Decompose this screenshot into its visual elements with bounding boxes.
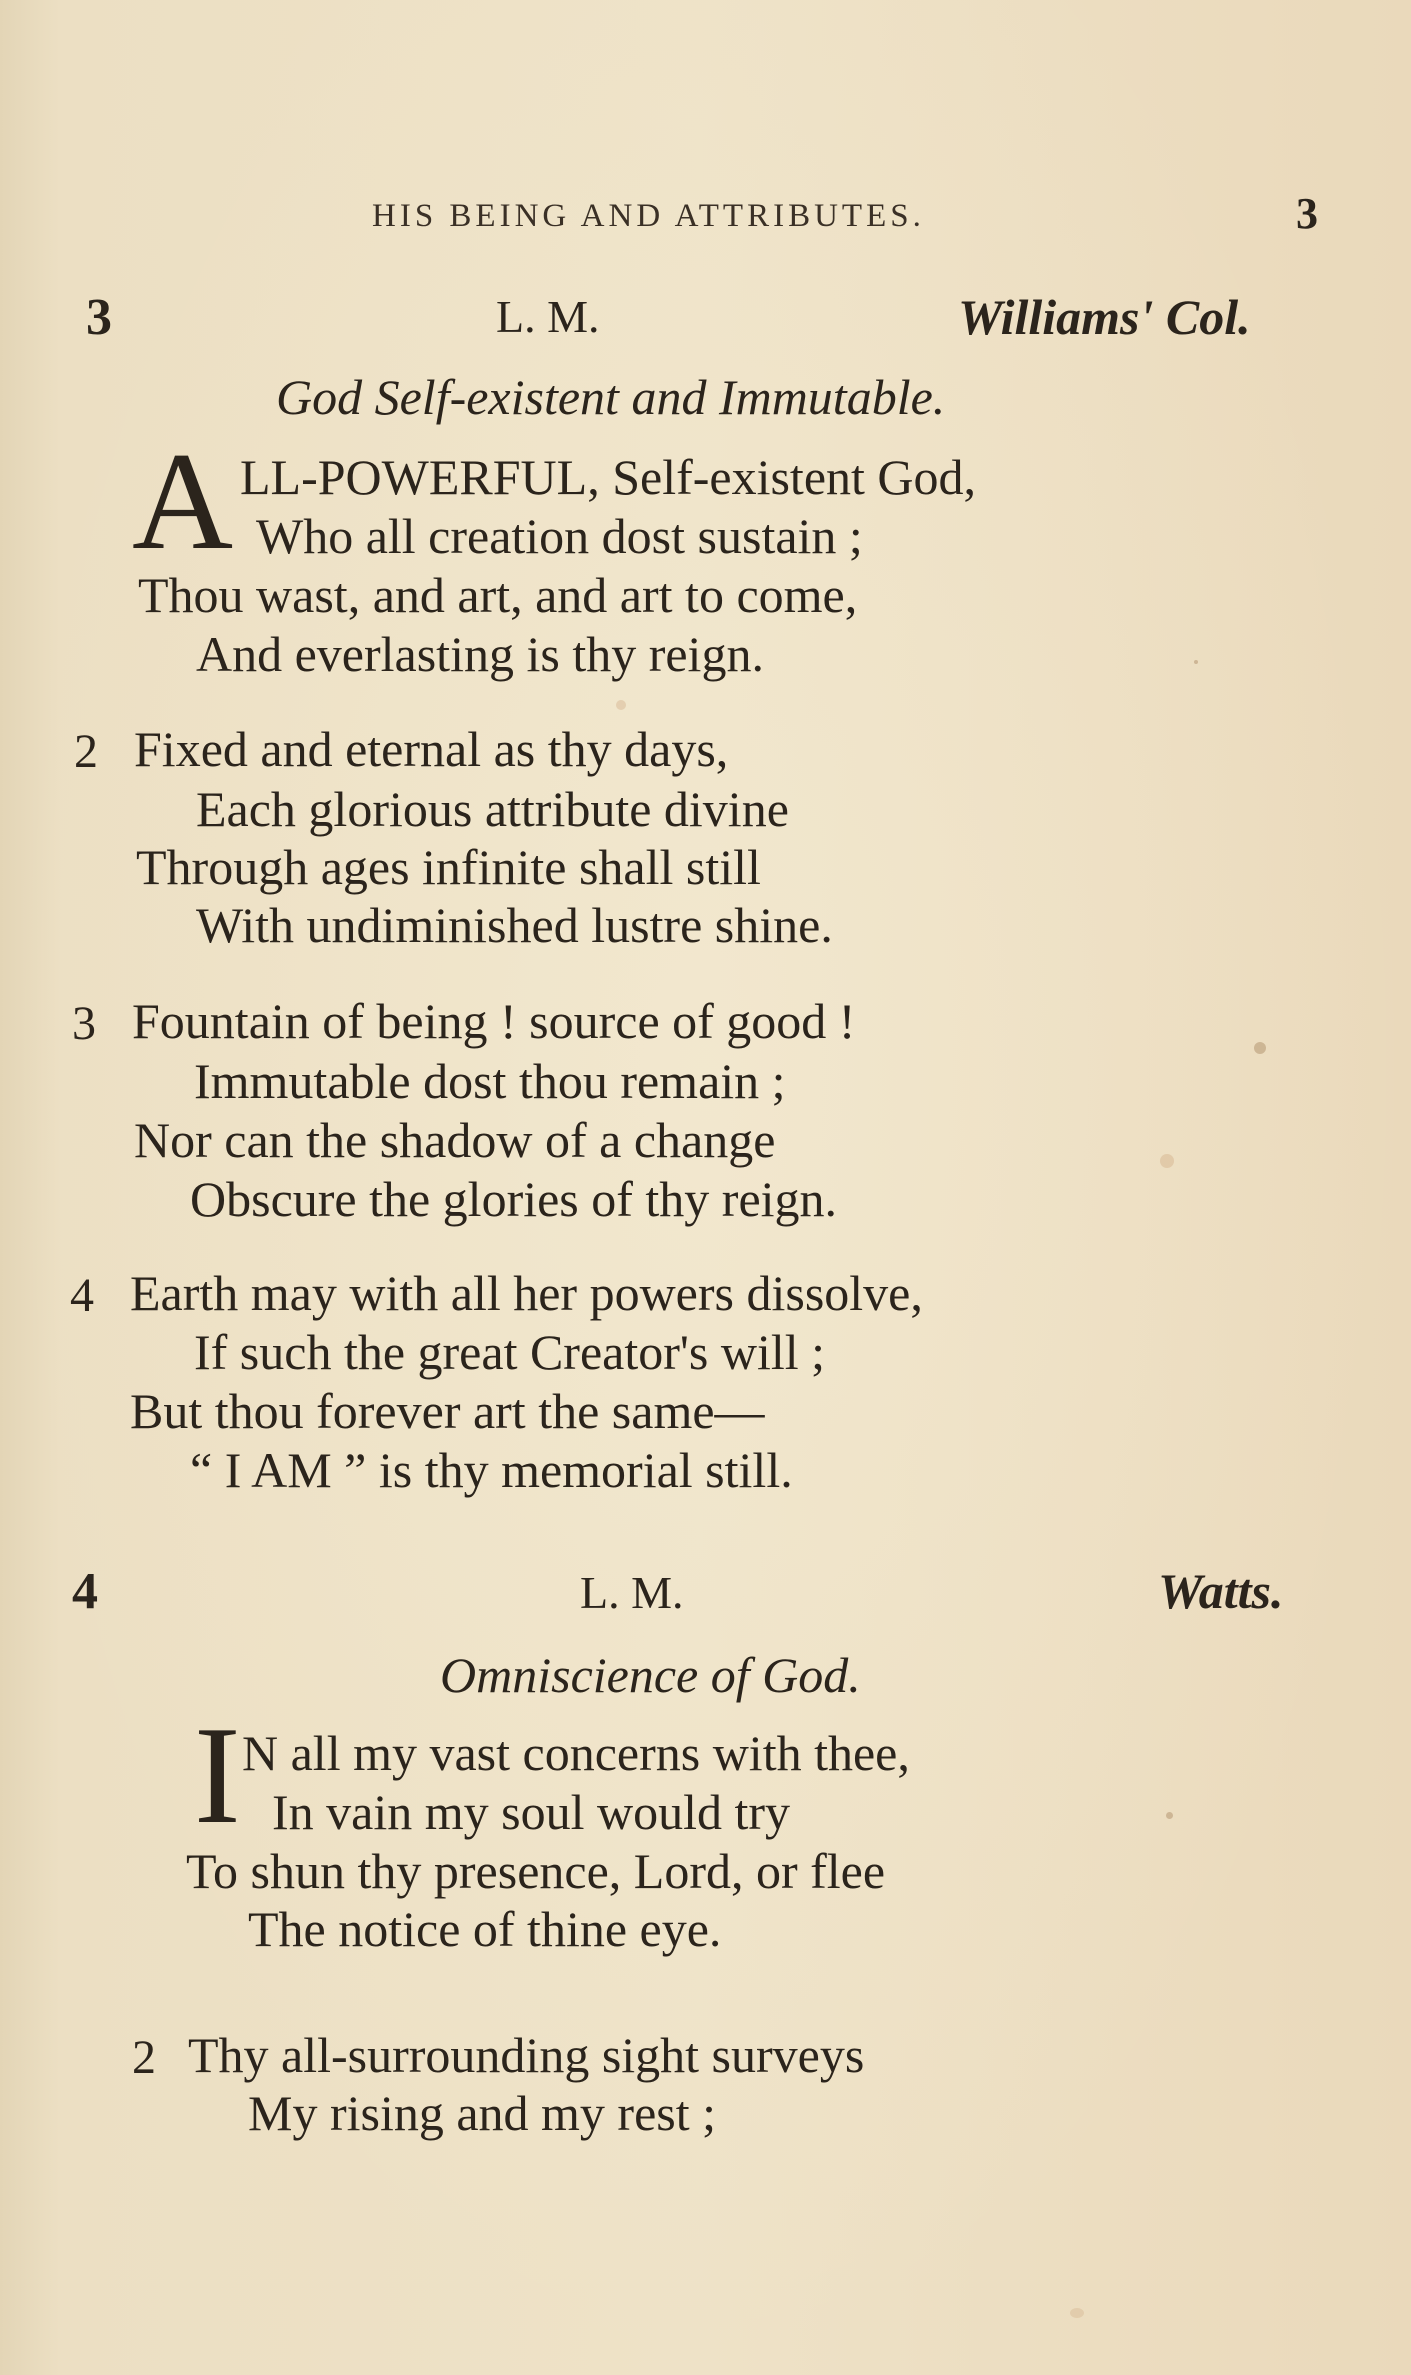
verse-line: In vain my soul would try (272, 1784, 791, 1840)
stanza-number: 2 (74, 725, 98, 778)
hymn-composer: Williams' Col. (958, 289, 1251, 345)
verse-line: Through ages infinite shall still (136, 839, 761, 895)
verse-line: If such the great Creator's will ; (194, 1324, 826, 1380)
drop-cap: I (194, 1698, 241, 1853)
verse-line: “ I AM ” is thy memorial still. (190, 1442, 793, 1498)
stanza-number: 4 (70, 1269, 94, 1322)
verse-line: N all my vast concerns with thee, (242, 1725, 910, 1781)
hymn-title: God Self-existent and Immutable. (276, 369, 946, 425)
hymn-number: 3 (86, 289, 112, 346)
paper-blemish (1166, 1812, 1173, 1819)
running-head: HIS BEING AND ATTRIBUTES. (372, 198, 925, 234)
hymn-title: Omniscience of God. (440, 1647, 861, 1703)
paper-blemish (1254, 1042, 1266, 1054)
hymn-meter: L. M. (580, 1567, 684, 1618)
verse-line: Each glorious attribute divine (196, 781, 789, 837)
page-number: 3 (1296, 189, 1318, 238)
verse-line: Obscure the glories of thy reign. (190, 1171, 838, 1227)
stanza-number: 2 (132, 2031, 156, 2084)
hymn-composer: Watts. (1158, 1563, 1284, 1619)
verse-line: To shun thy presence, Lord, or flee (186, 1843, 886, 1899)
verse-line: Immutable dost thou remain ; (194, 1053, 786, 1109)
verse-line: Who all creation dost sustain ; (256, 508, 863, 564)
paper-blemish (616, 700, 626, 710)
verse-line: Earth may with all her powers dissolve, (130, 1265, 923, 1321)
verse-line: Nor can the shadow of a change (134, 1112, 776, 1168)
verse-line: The notice of thine eye. (248, 1901, 722, 1957)
stanza-number: 3 (72, 997, 96, 1050)
hymn-meter: L. M. (496, 291, 600, 342)
verse-line: Fixed and eternal as thy days, (134, 721, 729, 777)
verse-line: With undiminished lustre shine. (196, 897, 833, 953)
paper-blemish (1070, 2308, 1084, 2318)
drop-cap: A (132, 424, 234, 579)
verse-line: Thy all-surrounding sight surveys (188, 2027, 865, 2083)
verse-line: And everlasting is thy reign. (196, 626, 764, 682)
paper-blemish (1160, 1154, 1174, 1168)
verse-line: Fountain of being ! source of good ! (132, 993, 856, 1049)
verse-line: But thou forever art the same— (130, 1383, 765, 1439)
hymn-number: 4 (72, 1563, 98, 1620)
verse-line: My rising and my rest ; (248, 2085, 717, 2141)
verse-line: Thou wast, and art, and art to come, (138, 567, 858, 623)
verse-line: LL-POWERFUL, Self-existent God, (240, 449, 977, 505)
paper-blemish (1194, 660, 1198, 664)
